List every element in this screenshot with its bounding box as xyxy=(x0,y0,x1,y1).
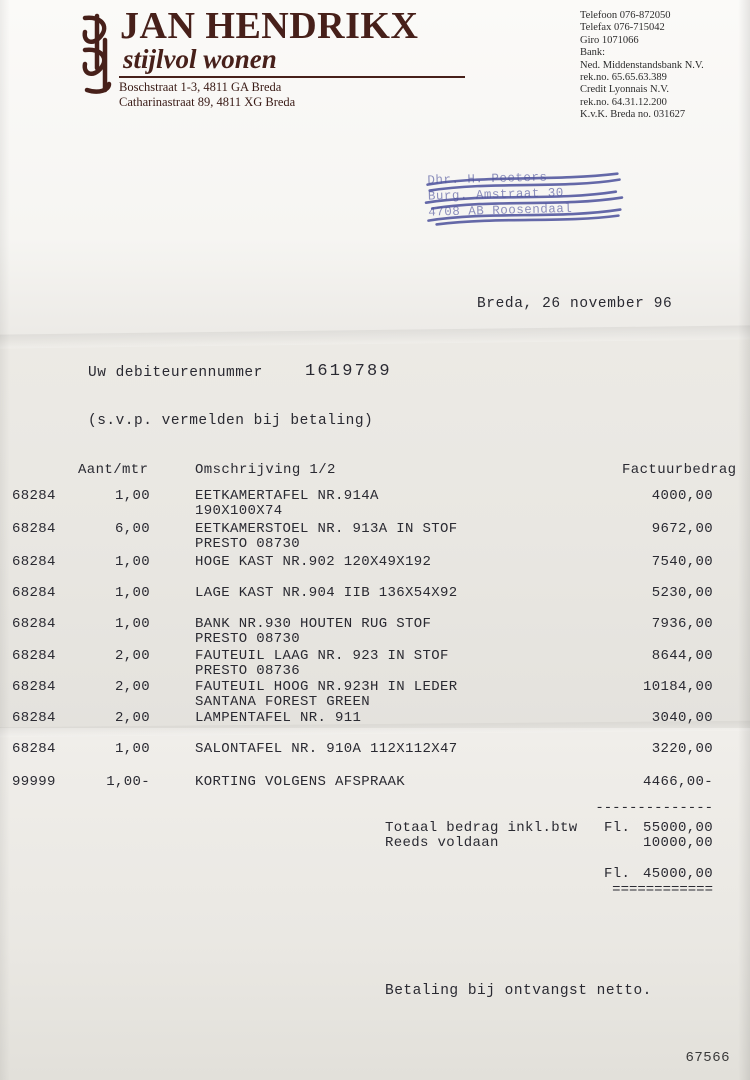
table-row xyxy=(0,741,750,774)
company-name: JAN HENDRIKX xyxy=(120,5,419,47)
row-description: KORTING VOLGENS AFSPRAAK xyxy=(195,774,406,790)
payment-reference-note: (s.v.p. vermelden bij betaling) xyxy=(88,413,374,429)
place-and-date: Breda, 26 november 96 xyxy=(477,296,673,312)
row-description: LAMPENTAFEL NR. 911 xyxy=(195,710,362,726)
contact-line: Ned. Middenstandsbank N.V. xyxy=(580,59,704,71)
letterhead-divider xyxy=(119,76,465,78)
row-amount: 7936,00 xyxy=(651,616,713,632)
recipient-address-line: Burg. Amstraat 30 xyxy=(427,186,565,204)
debtor-number-value: 1619789 xyxy=(305,362,392,381)
row-amount: 5230,00 xyxy=(651,585,713,601)
row-description: BANK NR.930 HOUTEN RUG STOF xyxy=(195,616,432,632)
row-code: 68284 xyxy=(12,488,56,504)
company-contact-details xyxy=(580,10,704,122)
contact-line: Bank: xyxy=(580,47,606,59)
total-value: 55000,00 xyxy=(642,820,713,836)
row-description-2: SANTANA FOREST GREEN xyxy=(195,694,371,710)
row-quantity: 2,00 xyxy=(114,710,150,726)
totals-rule-bottom: ============ xyxy=(612,882,713,898)
row-code: 68284 xyxy=(12,554,56,570)
table-row xyxy=(0,585,750,616)
row-code: 68284 xyxy=(12,648,56,664)
company-tagline: stijlvol wonen xyxy=(123,44,277,74)
total-currency: Fl. xyxy=(604,820,631,836)
contact-line: rek.no. 65.65.63.389 xyxy=(580,72,667,84)
line-items-header xyxy=(0,462,750,482)
company-address xyxy=(119,80,295,110)
table-row xyxy=(0,710,750,741)
row-amount: 8644,00 xyxy=(651,648,713,664)
row-code: 68284 xyxy=(12,741,56,757)
row-description: EETKAMERTAFEL NR.914A xyxy=(195,488,379,504)
row-description: EETKAMERSTOEL NR. 913A IN STOF xyxy=(195,521,458,537)
row-quantity: 1,00 xyxy=(114,554,150,570)
row-amount: 9672,00 xyxy=(651,521,713,537)
row-description: LAGE KAST NR.904 IIB 136X54X92 xyxy=(195,585,458,601)
contact-line: Giro 1071066 xyxy=(580,34,639,46)
row-code: 68284 xyxy=(12,679,56,695)
company-address-line-1: Boschstraat 1-3, 4811 GA Breda xyxy=(119,80,282,94)
column-header-amount: Factuurbedrag xyxy=(622,462,737,478)
total-label: Totaal bedrag inkl.btw xyxy=(385,820,578,836)
table-row xyxy=(0,679,750,710)
contact-line: Telefax 076-715042 xyxy=(580,22,665,34)
due-value: 45000,00 xyxy=(642,866,713,882)
row-code: 99999 xyxy=(12,774,56,790)
due-currency: Fl. xyxy=(604,866,631,882)
row-description: HOGE KAST NR.902 120X49X192 xyxy=(195,554,432,570)
table-row xyxy=(0,616,750,648)
row-amount: 10184,00 xyxy=(642,679,713,695)
table-row xyxy=(0,521,750,554)
row-quantity: 1,00- xyxy=(106,774,150,790)
row-quantity: 1,00 xyxy=(114,585,150,601)
row-code: 68284 xyxy=(12,521,56,537)
paid-value: 10000,00 xyxy=(642,835,713,851)
row-code: 68284 xyxy=(12,616,56,632)
table-row xyxy=(0,488,750,521)
row-quantity: 6,00 xyxy=(114,521,150,537)
row-amount: 3040,00 xyxy=(651,710,713,726)
row-quantity: 1,00 xyxy=(114,741,150,757)
company-logo-icon xyxy=(75,10,121,96)
row-description-2: PRESTO 08730 xyxy=(195,536,301,552)
payment-terms-note: Betaling bij ontvangst netto. xyxy=(385,983,652,999)
row-description: FAUTEUIL HOOG NR.923H IN LEDER xyxy=(195,679,458,695)
row-description: FAUTEUIL LAAG NR. 923 IN STOF xyxy=(195,648,449,664)
recipient-address-line: Dhr. H. Peeters xyxy=(427,170,548,188)
row-amount: 4466,00- xyxy=(642,774,713,790)
contact-line: K.v.K. Breda no. 031627 xyxy=(580,109,686,121)
contact-line: rek.no. 64.31.12.200 xyxy=(580,96,667,108)
paid-label: Reeds voldaan xyxy=(385,835,499,851)
row-code: 68284 xyxy=(12,710,56,726)
totals-rule-top: -------------- xyxy=(595,800,713,816)
column-header-description: Omschrijving 1/2 xyxy=(195,462,336,478)
row-amount: 4000,00 xyxy=(651,488,713,504)
contact-line: Telefoon 076-872050 xyxy=(580,10,671,21)
debtor-number-label: Uw debiteurennummer xyxy=(88,365,263,381)
row-description-2: 190X100X74 xyxy=(195,503,283,519)
row-quantity: 2,00 xyxy=(114,679,150,695)
row-description-2: PRESTO 08730 xyxy=(195,631,301,647)
row-quantity: 2,00 xyxy=(114,648,150,664)
row-code: 68284 xyxy=(12,585,56,601)
recipient-address-line: 4708 AB Roosendaal xyxy=(428,201,573,220)
company-address-line-2: Catharinastraat 89, 4811 XG Breda xyxy=(119,95,296,109)
document-id: 67566 xyxy=(685,1050,730,1066)
line-items-table xyxy=(0,488,750,805)
row-description-2: PRESTO 08736 xyxy=(195,663,301,679)
table-row xyxy=(0,554,750,585)
contact-line: Credit Lyonnais N.V. xyxy=(580,84,670,96)
row-quantity: 1,00 xyxy=(114,488,150,504)
row-description: SALONTAFEL NR. 910A 112X112X47 xyxy=(195,741,458,757)
table-row xyxy=(0,648,750,679)
row-amount: 3220,00 xyxy=(651,741,713,757)
recipient-address-redacted xyxy=(427,167,629,232)
row-quantity: 1,00 xyxy=(114,616,150,632)
row-amount: 7540,00 xyxy=(651,554,713,570)
column-header-quantity: Aant/mtr xyxy=(78,462,149,478)
